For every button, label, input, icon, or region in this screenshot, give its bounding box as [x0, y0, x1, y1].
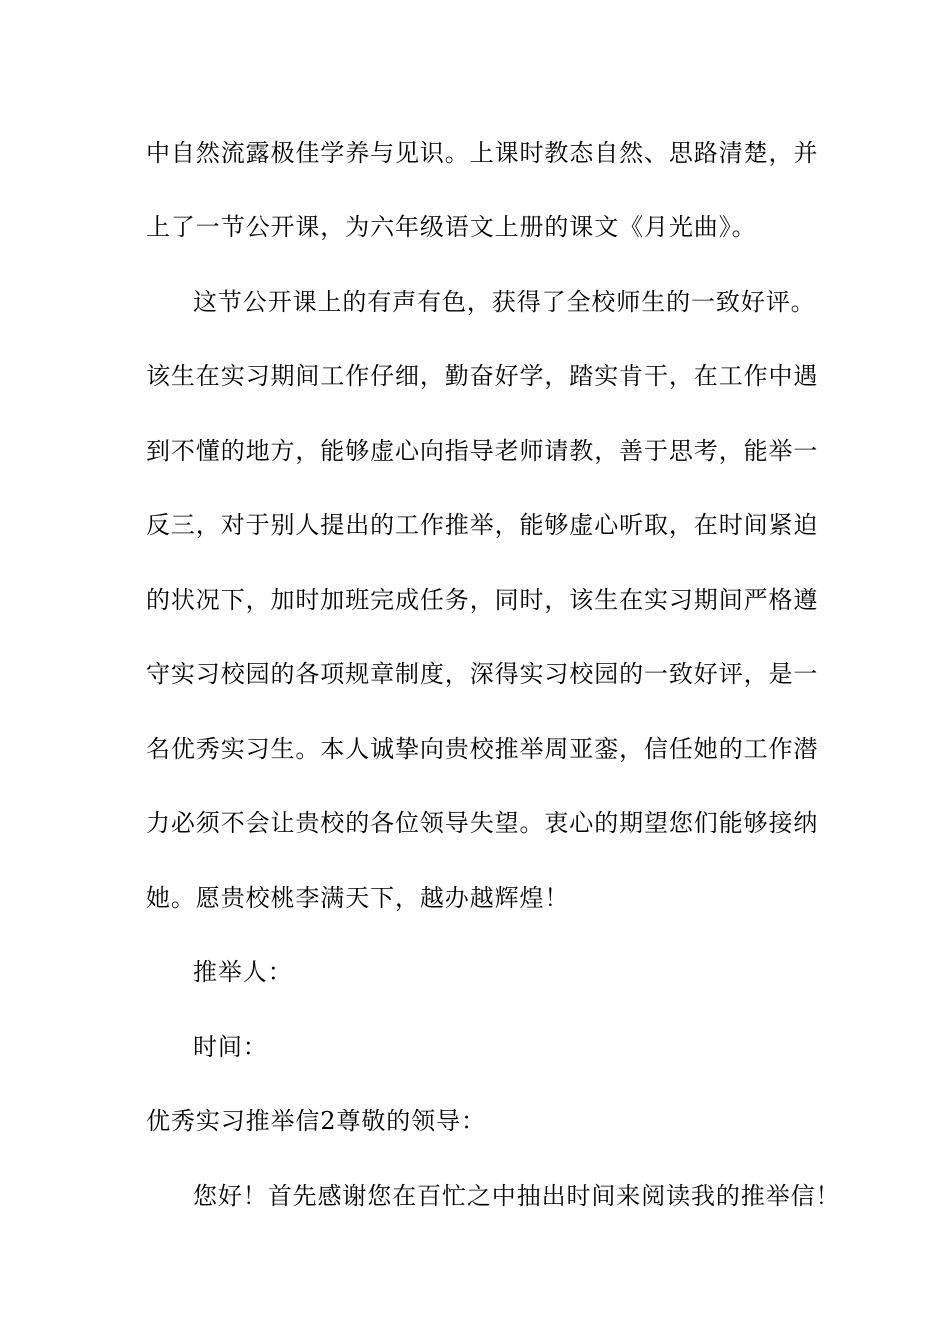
- greeting-line: 您好！首先感谢您在百忙之中抽出时间来阅读我的推举信！: [193, 1182, 841, 1210]
- body-line-6: 反三，对于别人提出的工作推举，能够虚心听取，在时间紧迫: [146, 511, 819, 539]
- body-line-8: 守实习校园的各项规章制度，深得实习校园的一致好评，是一: [146, 660, 819, 688]
- body-line-7: 的状况下，加时加班完成任务，同时，该生在实习期间严格遵: [146, 586, 819, 614]
- paragraph-start-line: 这节公开课上的有声有色，获得了全校师生的一致好评。: [193, 288, 816, 316]
- body-line-4: 该生在实习期间工作仔细，勤奋好学，踏实肯干，在工作中遇: [146, 362, 819, 390]
- recommender-label: 推举人：: [193, 958, 293, 986]
- body-line-5: 到不懂的地方，能够虚心向指导老师请教，善于思考，能举一: [146, 437, 819, 465]
- body-line-9: 名优秀实习生。本人诚挚向贵校推举周亚銮，信任她的工作潜: [146, 735, 819, 763]
- body-line-10: 力必须不会让贵校的各位领导失望。衷心的期望您们能够接纳: [146, 809, 819, 837]
- section-heading: 优秀实习推举信2尊敬的领导：: [146, 1107, 486, 1135]
- body-line-1: 中自然流露极佳学养与见识。上课时教态自然、思路清楚，并: [146, 139, 819, 167]
- date-label: 时间：: [193, 1033, 268, 1061]
- body-line-2: 上了一节公开课，为六年级语文上册的课文《月光曲》。: [146, 213, 757, 241]
- body-line-11: 她。愿贵校桃李满天下，越办越辉煌！: [146, 884, 570, 912]
